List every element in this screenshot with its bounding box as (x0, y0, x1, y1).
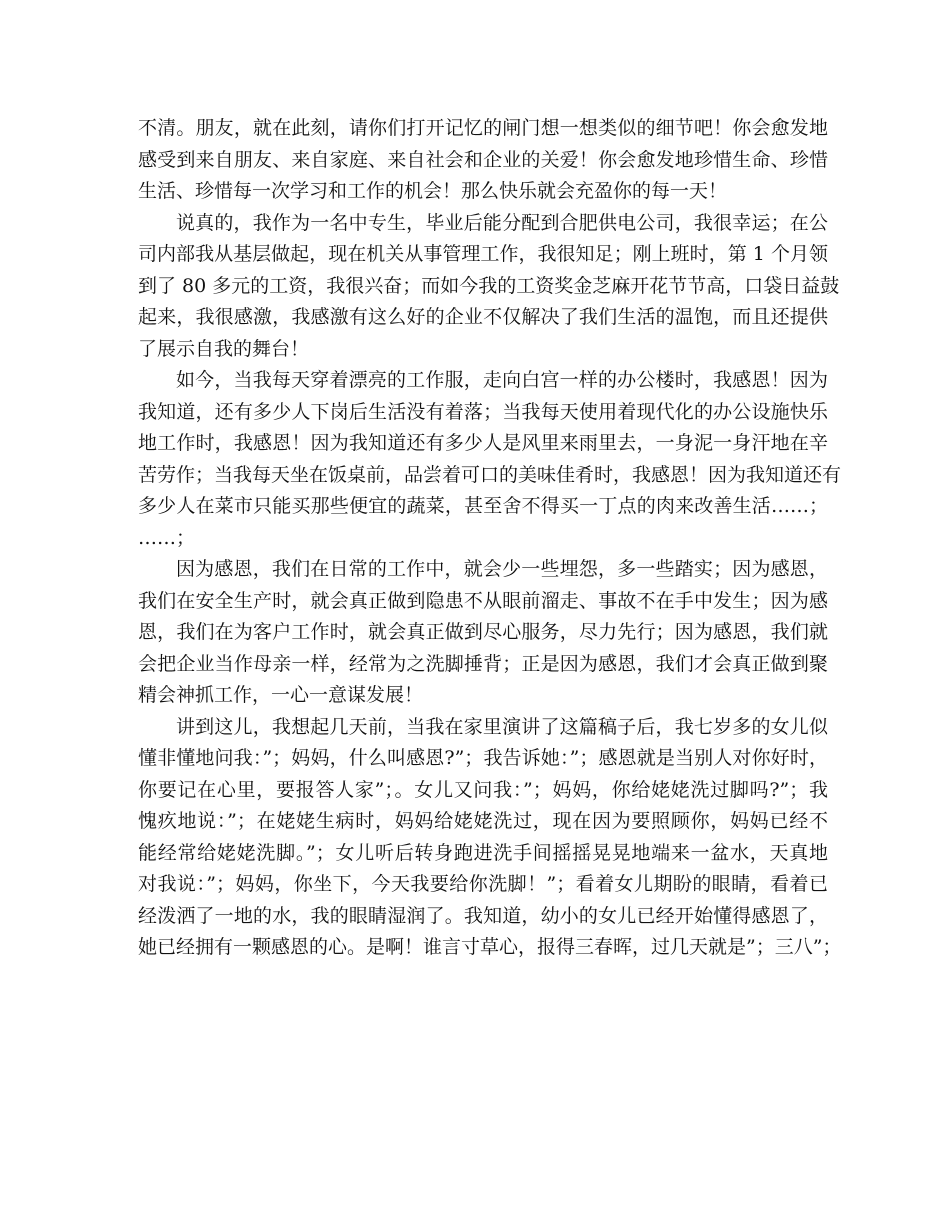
paragraph-5 (138, 712, 842, 964)
text-line: 如今，当我每天穿着漂亮的工作服，走向白宫一样的办公楼时，我感恩！因为 (176, 369, 828, 391)
text-line: 我知道，还有多少人下岗后生活没有着落；当我每天使用着现代化的办公设施快乐 (138, 400, 828, 423)
text-line: 会把企业当作母亲一样，经常为之洗脚捶背；正是因为感恩，我们才会真正做到聚 (138, 652, 828, 675)
text-line: 多少人在菜市只能买那些便宜的蔬菜，甚至舍不得买一丁点的肉来改善生活……； (138, 495, 828, 517)
text-line: 恩，我们在为客户工作时，就会真正做到尽心服务，尽力先行；因为感恩，我们就 (138, 621, 828, 643)
text-line: 生活、珍惜每一次学习和工作的机会！那么快乐就会充盈你的每一天！ (138, 180, 728, 202)
text-line: 经泼洒了一地的水，我的眼睛湿润了。我知道，幼小的女儿已经开始懂得感恩了， (138, 904, 828, 927)
paragraph-4 (138, 554, 828, 712)
text-line: 到了 80 多元的工资，我很兴奋；而如今我的工资奖金芝麻开花节节高，口袋日益鼓 (138, 274, 840, 297)
text-line: 精会神抓工作，一心一意谋发展！ (138, 684, 424, 706)
text-line: 我们在安全生产时，就会真正做到隐患不从眼前溜走、事故不在手中发生；因为感 (138, 589, 828, 612)
text-line: 地工作时，我感恩！因为我知道还有多少人是风里来雨里去，一身泥一身汗地在辛 (138, 432, 828, 454)
text-line: 讲到这儿，我想起几天前，当我在家里演讲了这篇稿子后，我七岁多的女儿似 (176, 715, 828, 738)
text-line: 起来，我很感激，我感激有这么好的企业不仅解决了我们生活的温饱，而且还提供 (138, 306, 828, 328)
text-line: 懂非懂地问我：”；妈妈，什么叫感恩?”；我告诉她：”；感恩就是当别人对你好时， (138, 747, 828, 769)
text-line: 愧疚地说：”；在姥姥生病时，妈妈给姥姥洗过，现在因为要照顾你，妈妈已经不 (138, 810, 828, 832)
paragraph-3 (138, 365, 842, 554)
text-line: 她已经拥有一颗感恩的心。是啊！谁言寸草心，报得三春晖，过几天就是”；三八”； (138, 936, 842, 958)
paragraph-2 (138, 208, 840, 366)
text-line: ……； (138, 526, 196, 549)
text-line: 说真的，我作为一名中专生，毕业后能分配到合肥供电公司，我很幸运；在公 (176, 211, 828, 234)
text-line: 能经常给姥姥洗脚。”；女儿听后转身跑进洗手间摇摇晃晃地端来一盆水，天真地 (138, 841, 828, 864)
text-line: 苦劳作；当我每天坐在饭桌前，品尝着可口的美味佳肴时，我感恩！因为我知道还有 (138, 463, 842, 486)
text-line: 感受到来自朋友、来自家庭、来自社会和企业的关爱！你会愈发地珍惜生命、珍惜 (138, 148, 828, 171)
text-line: 因为感恩，我们在日常的工作中，就会少一些埋怨，多一些踏实；因为感恩， (176, 558, 828, 580)
text-line: 不清。朋友，就在此刻，请你们打开记忆的闸门想一想类似的细节吧！你会愈发地 (138, 117, 828, 139)
text-line: 了展示自我的舞台！ (138, 337, 310, 360)
paragraph-1 (138, 113, 828, 208)
document-body (138, 113, 842, 964)
text-line: 司内部我从基层做起，现在机关从事管理工作，我很知足；刚上班时，第 1 个月领 (138, 243, 828, 265)
text-line: 你要记在心里，要报答人家”；。女儿又问我：”；妈妈，你给姥姥洗过脚吗?”；我 (138, 778, 828, 801)
text-line: 对我说：”；妈妈，你坐下，今天我要给你洗脚！”；看着女儿期盼的眼睛，看着已 (138, 873, 828, 895)
